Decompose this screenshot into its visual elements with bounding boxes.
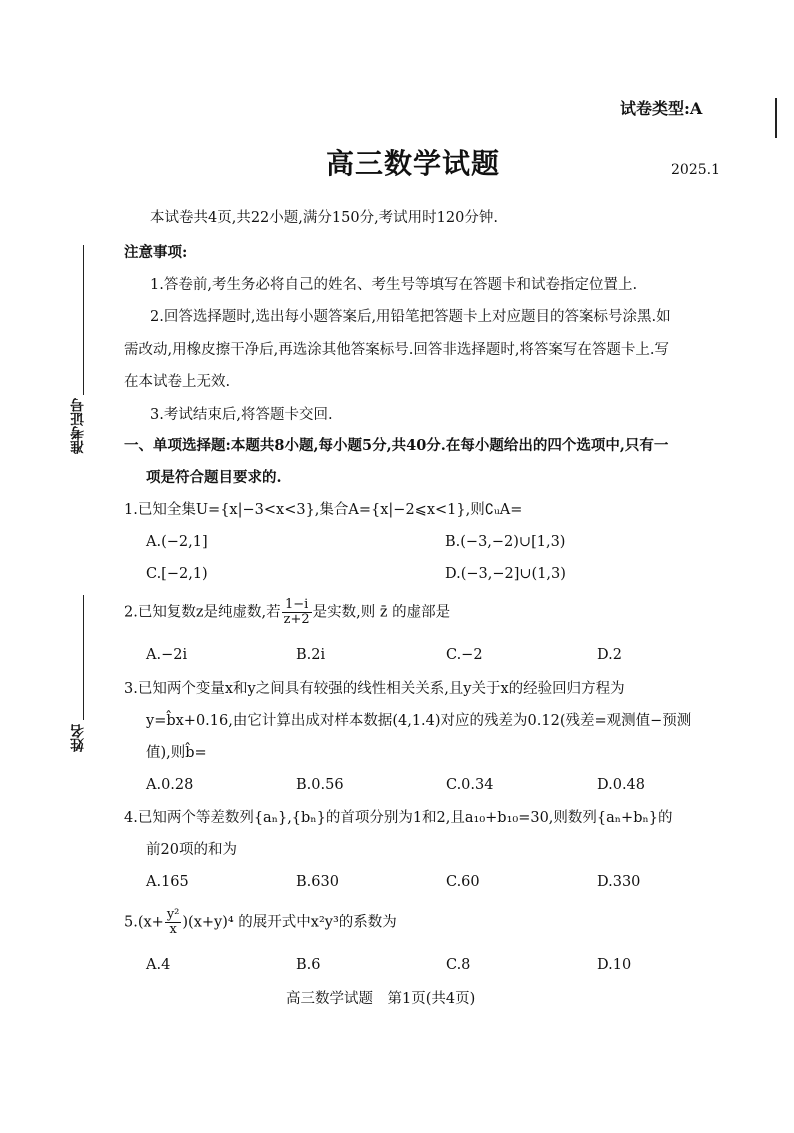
notice-item-2-line-3: 在本试卷上无效. bbox=[124, 374, 231, 390]
question-2-option-b: B.2i bbox=[296, 647, 326, 663]
question-3-option-d: D.0.48 bbox=[597, 777, 646, 793]
question-2-option-c: C.−2 bbox=[446, 647, 483, 663]
question-4-option-c: C.60 bbox=[446, 874, 480, 890]
question-4-option-b: B.630 bbox=[296, 874, 339, 890]
question-4-option-a: A.165 bbox=[146, 874, 189, 890]
question-3-option-b: B.0.56 bbox=[296, 777, 344, 793]
margin-rule bbox=[775, 98, 777, 138]
name-line bbox=[83, 595, 84, 720]
question-4-line-1: 4.已知两个等差数列{aₙ},{bₙ}的首项分别为1和2,且a₁₀+b₁₀=30,则数列{aₙ+bₙ}的 bbox=[124, 810, 673, 826]
question-3-line-3: 值),则b̂= bbox=[146, 745, 207, 761]
section-heading-line-2: 项是符合题目要求的. bbox=[146, 469, 282, 486]
question-5-fraction bbox=[165, 908, 182, 937]
exam-date: 2025.1 bbox=[671, 162, 720, 178]
question-4-line-2: 前20项的和为 bbox=[146, 842, 237, 858]
question-1-option-c: C.[−2,1) bbox=[146, 566, 208, 582]
question-3-option-a: A.0.28 bbox=[146, 777, 194, 793]
question-2-fraction bbox=[282, 598, 312, 627]
paper-type: 试卷类型:A bbox=[620, 99, 703, 118]
question-1-option-b: B.(−3,−2)∪[1,3) bbox=[445, 534, 566, 550]
question-5-option-d: D.10 bbox=[597, 957, 632, 973]
name-label: 姓名 bbox=[70, 724, 86, 752]
question-5-option-c: C.8 bbox=[446, 957, 471, 973]
question-1-option-a: A.(−2,1] bbox=[146, 534, 208, 550]
question-3-line-2: y=b̂x+0.16,由它计算出成对样本数据(4,1.4)对应的残差为0.12(残差=观测值−预测 bbox=[146, 713, 692, 729]
page-footer: 高三数学试题 第1页(共4页) bbox=[286, 991, 476, 1007]
question-2-stem bbox=[124, 598, 450, 627]
notice-item-2-line-1: 2.回答选择题时,选出每小题答案后,用铅笔把答题卡上对应题目的答案标号涂黑.如 bbox=[150, 309, 671, 325]
question-5-stem-pre: 5.(x+ bbox=[124, 914, 164, 931]
question-2-fraction-den: z+2 bbox=[283, 612, 310, 627]
question-3-line-1: 3.已知两个变量x和y之间具有较强的线性相关关系,且y关于x的经验回归方程为 bbox=[124, 681, 625, 697]
question-2-option-a: A.−2i bbox=[146, 647, 188, 663]
question-2-stem-post: 是实数,则 z̄ 的虚部是 bbox=[312, 604, 451, 621]
question-1-stem: 1.已知全集U={x|−3<x<3},集合A={x|−2⩽x<1},则∁ᵤA= bbox=[124, 502, 523, 518]
notice-item-3: 3.考试结束后,将答题卡交回. bbox=[150, 407, 333, 423]
page-title: 高三数学试题 bbox=[326, 147, 501, 180]
question-5-stem-post: )(x+y)⁴ 的展开式中x²y³的系数为 bbox=[182, 914, 397, 931]
intro-text: 本试卷共4页,共22小题,满分150分,考试用时120分钟. bbox=[150, 210, 498, 226]
exam-no-label: 准考证号 bbox=[70, 398, 86, 454]
exam-no-line bbox=[83, 245, 84, 395]
question-5-option-b: B.6 bbox=[296, 957, 321, 973]
question-1-option-d: D.(−3,−2]∪(1,3) bbox=[445, 566, 566, 582]
question-5-fraction-den: x bbox=[169, 922, 177, 937]
question-3-option-c: C.0.34 bbox=[446, 777, 494, 793]
question-5-option-a: A.4 bbox=[146, 957, 171, 973]
question-4-option-d: D.330 bbox=[597, 874, 641, 890]
question-2-stem-pre: 2.已知复数z是纯虚数,若 bbox=[124, 604, 281, 621]
notice-item-1: 1.答卷前,考生务必将自己的姓名、考生号等填写在答题卡和试卷指定位置上. bbox=[150, 277, 638, 293]
question-5-stem bbox=[124, 908, 397, 937]
question-2-option-d: D.2 bbox=[597, 647, 622, 663]
notice-item-2-line-2: 需改动,用橡皮擦干净后,再选涂其他答案标号.回答非选择题时,将答案写在答题卡上.写 bbox=[124, 342, 670, 358]
question-2-fraction-num: 1−i bbox=[282, 598, 312, 613]
section-heading-line-1: 一、单项选择题:本题共8小题,每小题5分,共40分.在每小题给出的四个选项中,只有一 bbox=[124, 437, 669, 454]
notice-heading: 注意事项: bbox=[124, 244, 188, 261]
question-5-fraction-num: y² bbox=[166, 907, 180, 922]
